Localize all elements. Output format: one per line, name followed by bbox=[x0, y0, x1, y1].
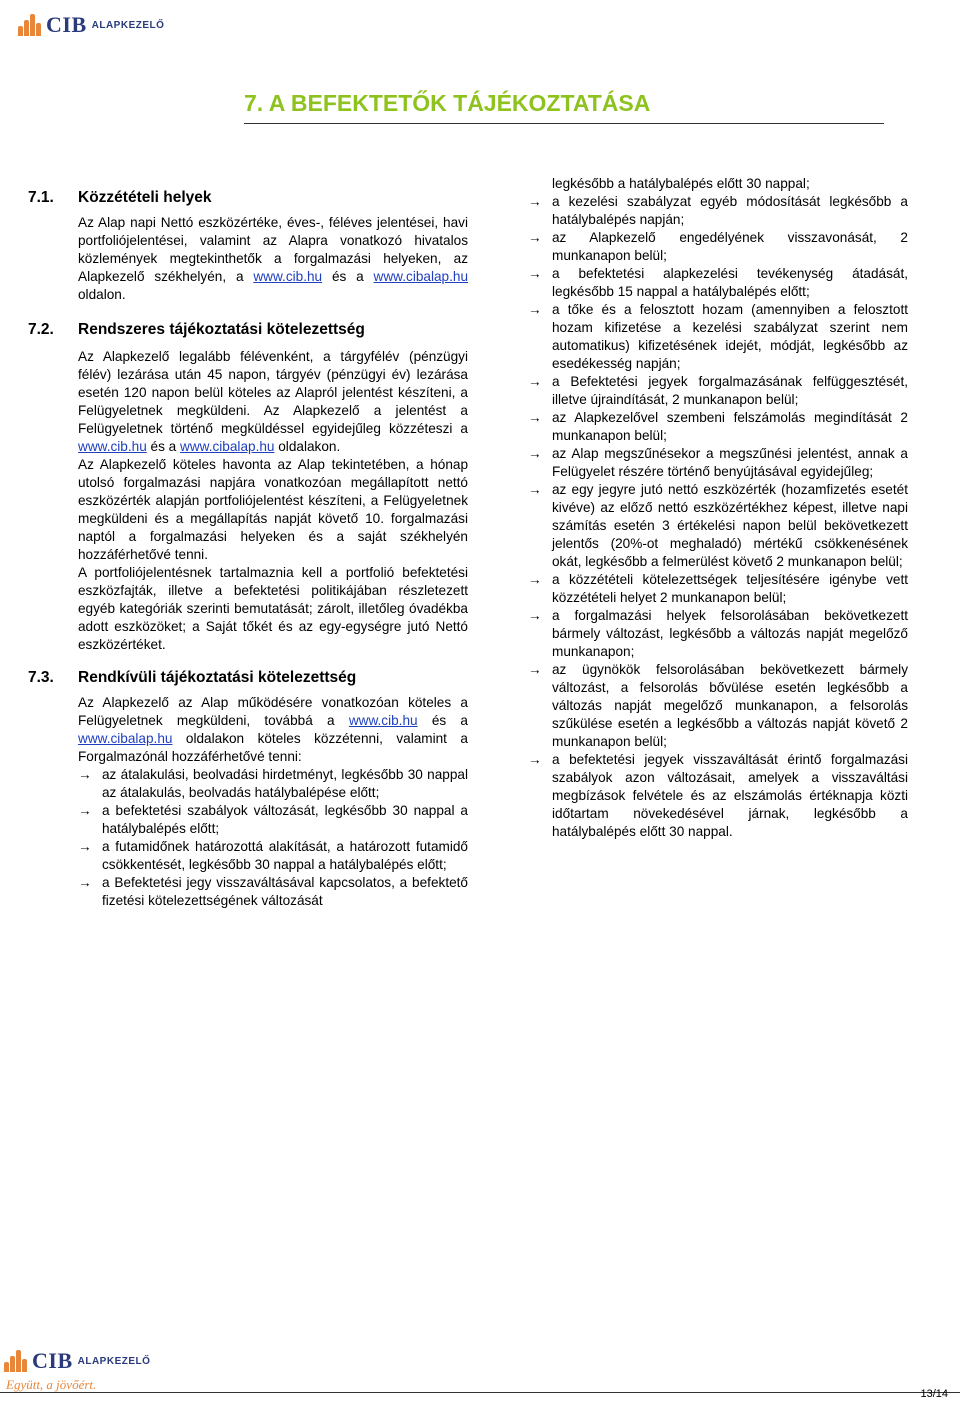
arrow-right-icon: → bbox=[528, 752, 542, 767]
list-item: → az átalakulási, beolvadási hirdetményt, legkésőbb 30 nappal az átalakulás, beolvadás hatálybalépése előtt; bbox=[78, 767, 468, 800]
list-item: → a Befektetési jegy visszaváltásával kapcsolatos, a befektető fizetési kötelezettségének változását bbox=[78, 875, 468, 908]
section-7-1-text: Az Alap napi Nettó eszközértéke, éves-, féléves jelentései, havi portfoliójelentései, valamint az Alapra vonatkozó hivatalos közlemények megtekinthetők a forgalmazási helyeken, az Alapkezelő székhelyén, a www.cib.hu és a www.cibalap.hu oldalon. bbox=[78, 215, 468, 302]
list-item: → a befektetési jegyek visszaváltását érintő forgalmazási szabályok azon változásait, amelyek a visszaváltási megbízások felvétele és az elszámolás értéknapja közti időtartam növekedésével járnak, legkésőbb a hatálybalépés előtt 30 nappal. bbox=[528, 752, 908, 839]
list-item: → a befektetési alapkezelési tevékenység átadását, legkésőbb 15 nappal a hatálybalépés előtt; bbox=[528, 266, 908, 299]
logo-text: CIB bbox=[46, 12, 87, 37]
list-item: → a kezelési szabályzat egyéb módosítását legkésőbb a hatálybalépés napján; bbox=[528, 194, 908, 227]
list-item: → az Alapkezelő engedélyének visszavonását, 2 munkanapon belül; bbox=[528, 230, 908, 263]
section-7-2-para-3: A portfoliójelentésnek tartalmaznia kell a portfolió befektetési eszközfajták, illetve a befektetési politikájában részletezett egyéb kategóriák szerinti bemutatását; zárolt, illetőleg óvadékba adott eszközöket; a Saját tőkét és az egy-egységre jutó Nettó eszközértéket. bbox=[78, 565, 468, 652]
arrow-right-icon: → bbox=[78, 875, 92, 890]
arrow-right-icon: → bbox=[528, 446, 542, 461]
arrow-right-icon: → bbox=[528, 374, 542, 389]
section-7-2-para-2: Az Alapkezelő köteles havonta az Alap tekintetében, a hónap utolsó forgalmazási napjára vonatkozóan megállapított nettó eszközérték alapján portfoliójelentést készíteni, a Felügyeletnek megküldeni és a megállapítás napját követő 10. forgalmazási naptól a forgalmazási helyeken és a saját székhelyén hozzáférhetővé tenni. bbox=[78, 457, 468, 562]
footer-logo-subtitle: ALAPKEZELŐ bbox=[77, 1355, 151, 1367]
section-heading-7-3: 7.3. Rendkívüli tájékoztatási kötelezettség bbox=[28, 669, 357, 686]
list-item: → az ügynökök felsorolásában bekövetkezett bármely változást, a felsorolás bővülése esetén legkésőbb a változás napját megelőző munkanapon, a felsorolás szűkülése esetén a legkésőbb a változás napját követő 2 munkanapon belül; bbox=[528, 662, 908, 749]
chapter-title: 7. A BEFEKTETŐK TÁJÉKOZTATÁSA bbox=[244, 90, 651, 116]
arrow-right-icon: → bbox=[528, 194, 542, 209]
footer-tagline: Együtt, a jövőért. bbox=[6, 1377, 97, 1392]
left-column bbox=[28, 188, 468, 910]
arrow-right-icon: → bbox=[78, 839, 92, 854]
cibalap-link[interactable]: www.cibalap.hu bbox=[78, 731, 173, 746]
arrow-right-icon: → bbox=[528, 230, 542, 245]
list-item: → az egy jegyre jutó nettó eszközérték (hozamfizetés esetét kivéve) az előző nettó eszközértékhez képest, illetve napi számítás esetén 3 értékelési napon belül bekövetkezett jelentős (20%-ot meghaladó) mértékű csökkenésének okát, legkésőbb a felmerülést követő 2 munkanapon belül; bbox=[528, 482, 908, 569]
logo-subtitle: ALAPKEZELŐ bbox=[91, 19, 165, 31]
arrow-right-icon: → bbox=[78, 803, 92, 818]
arrow-right-icon: → bbox=[528, 608, 542, 623]
footer-logo bbox=[4, 1348, 150, 1393]
arrow-right-icon: → bbox=[528, 572, 542, 587]
footer-logo-text: CIB bbox=[32, 1348, 73, 1373]
arrow-right-icon: → bbox=[528, 266, 542, 281]
list-item: → a közzétételi kötelezettségek teljesítésére igénybe vett közzétételi helyet 2 munkanapon belül; bbox=[528, 572, 908, 605]
arrow-right-icon: → bbox=[528, 410, 542, 425]
header-logo bbox=[18, 10, 164, 40]
list-item: → az Alap megszűnésekor a megszűnési jelentést, annak a Felügyelet részére történő benyújtásával egyidejűleg; bbox=[528, 446, 908, 479]
list-item: → az Alapkezelővel szembeni felszámolás megindítását 2 munkanapon belül; bbox=[528, 410, 908, 443]
cib-logo-icon bbox=[18, 14, 40, 36]
arrow-right-icon: → bbox=[78, 767, 92, 782]
arrow-right-icon: → bbox=[528, 302, 542, 317]
cib-link[interactable]: www.cib.hu bbox=[348, 713, 418, 728]
list-item: → a befektetési szabályok változását, legkésőbb 30 nappal a hatálybalépés előtt; bbox=[78, 803, 468, 836]
section-heading-7-1: 7.1. Közzétételi helyek bbox=[28, 189, 212, 206]
continuation-text: legkésőbb a hatálybalépés előtt 30 nappal; bbox=[552, 176, 810, 191]
list-item: → a Befektetési jegyek forgalmazásának felfüggesztését, illetve újraindítását, 2 munkanapon belül; bbox=[528, 374, 908, 407]
arrow-right-icon: → bbox=[528, 662, 542, 677]
right-bullet-list bbox=[528, 193, 908, 841]
section-7-3-text: Az Alapkezelő az Alap működésére vonatkozóan köteles a Felügyeletnek megküldeni, továbbá a www.cib.hu és a www.cibalap.hu oldalakon köteles közzétenni, valamint a Forgalmazónál hozzáférhetővé tenni: bbox=[78, 695, 468, 764]
list-item: → a futamidőnek határozottá alakítását, a határozott futamidő csökkentését, legkésőbb 30 nappal a hatálybalépés előtt; bbox=[78, 839, 468, 872]
section-heading-7-2: 7.2. Rendszeres tájékoztatási kötelezettség bbox=[28, 321, 365, 338]
page-number: 13/14 bbox=[920, 1388, 948, 1400]
title-divider bbox=[244, 123, 884, 124]
right-column bbox=[528, 175, 908, 841]
cib-logo-icon bbox=[4, 1350, 26, 1372]
list-item: → a forgalmazási helyek felsorolásában bekövetkezett bármely változást, legkésőbb a változás napját megelőző munkanapon; bbox=[528, 608, 908, 659]
cibalap-link[interactable]: www.cibalap.hu bbox=[180, 439, 275, 454]
list-item: → a tőke és a felosztott hozam (amennyiben a felosztott hozam kifizetése a kezelési szabályzat szerint nem automatikus) kifizetésének idejét, módját, legkésőbb az esedékesség napján; bbox=[528, 302, 908, 371]
cibalap-link[interactable]: www.cibalap.hu bbox=[373, 269, 468, 284]
cib-link[interactable]: www.cib.hu bbox=[253, 269, 323, 284]
left-bullet-list bbox=[78, 766, 468, 910]
cib-link[interactable]: www.cib.hu bbox=[78, 439, 147, 454]
section-7-2-para-1: Az Alapkezelő legalább félévenként, a tárgyfélév (pénzügyi félév) lezárása után 45 napon, tárgyév (pénzügyi év) lezárása esetén 120 napon belül köteles az Alapról jelentést készíteni, a Felügyeletnek megküldeni. Az Alapkezelő a jelentést a Felügyeletnek történő megküldéssel egyidejűleg közzéteszi a www.cib.hu és a www.cibalap.hu oldalakon. bbox=[78, 349, 468, 454]
footer-divider bbox=[0, 1392, 960, 1393]
arrow-right-icon: → bbox=[528, 482, 542, 497]
